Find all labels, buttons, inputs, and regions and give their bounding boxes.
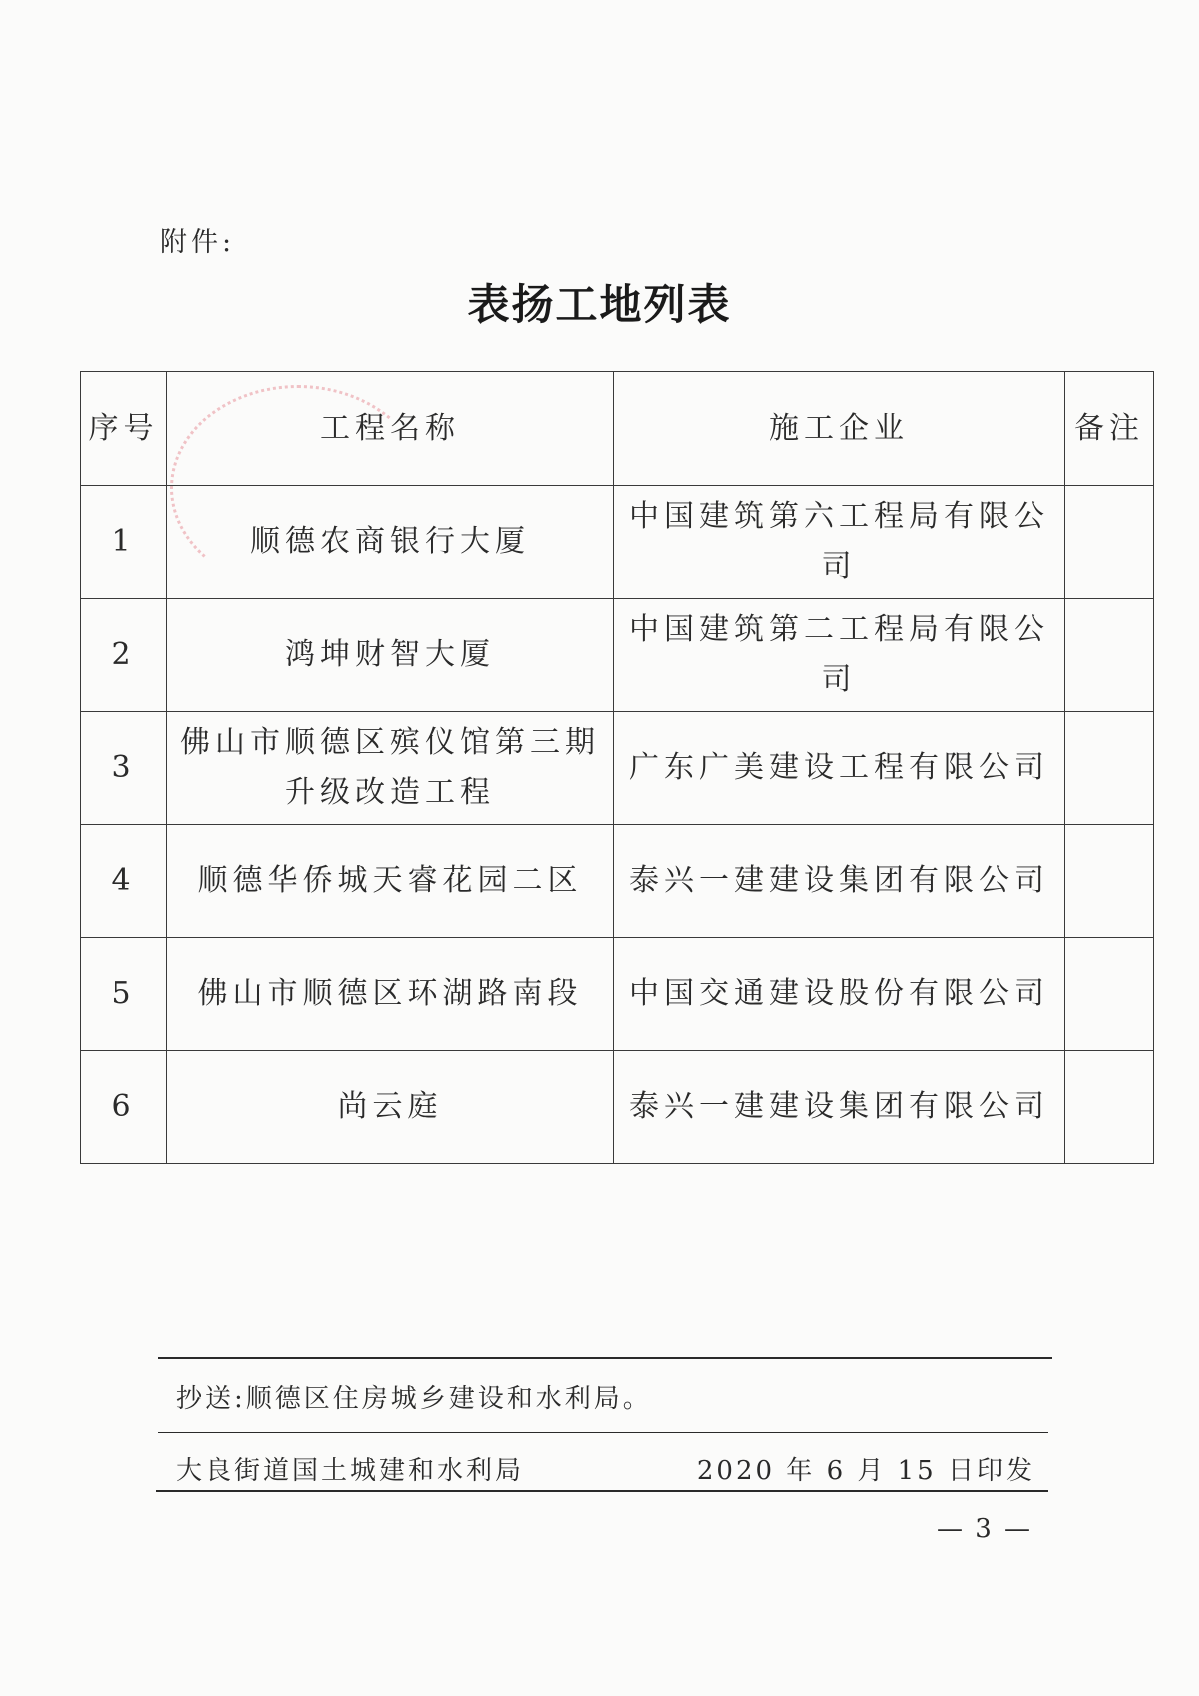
- row-project-name: 佛山市顺德区环湖路南段: [167, 938, 614, 1051]
- row-company: 泰兴一建建设集团有限公司: [614, 1051, 1065, 1164]
- row-note: [1065, 825, 1154, 938]
- row-company: 中国建筑第二工程局有限公司: [614, 599, 1065, 712]
- table-row: [81, 1051, 1154, 1164]
- header-no: 序号: [81, 372, 167, 486]
- row-project-name: 顺德农商银行大厦: [167, 486, 614, 599]
- row-project-name: 尚云庭: [167, 1051, 614, 1164]
- row-note: [1065, 599, 1154, 712]
- table-row: [81, 599, 1154, 712]
- row-project-name: 鸿坤财智大厦: [167, 599, 614, 712]
- header-note: 备注: [1065, 372, 1154, 486]
- table-header-row: [81, 372, 1154, 486]
- row-company: 广东广美建设工程有限公司: [614, 712, 1065, 825]
- table-row: [81, 825, 1154, 938]
- row-company: 泰兴一建建设集团有限公司: [614, 825, 1065, 938]
- table-row: [81, 486, 1154, 599]
- row-no: 2: [81, 599, 167, 712]
- row-no: 3: [81, 712, 167, 825]
- table-row: [81, 712, 1154, 825]
- row-note: [1065, 938, 1154, 1051]
- page-title: 表扬工地列表: [467, 280, 732, 329]
- row-no: 6: [81, 1051, 167, 1164]
- header-company: 施工企业: [614, 372, 1065, 486]
- row-project-name: 顺德华侨城天睿花园二区: [167, 825, 614, 938]
- issuer: 大良街道国土城建和水利局: [176, 1456, 525, 1486]
- row-no: 4: [81, 825, 167, 938]
- cc-line: 抄送:顺德区住房城乡建设和水利局。: [176, 1384, 652, 1414]
- construction-site-table: [80, 371, 1154, 1164]
- row-company: 中国交通建设股份有限公司: [614, 938, 1065, 1051]
- row-company: 中国建筑第六工程局有限公司: [614, 486, 1065, 599]
- row-no: 1: [81, 486, 167, 599]
- attachment-label: 附件:: [160, 227, 236, 258]
- issue-date: 2020 年 6 月 15 日印发: [696, 1456, 1035, 1486]
- row-project-name: 佛山市顺德区殡仪馆第三期升级改造工程: [167, 712, 614, 825]
- footer-top-rule: [158, 1357, 1052, 1359]
- header-project-name: 工程名称: [167, 372, 614, 486]
- footer-bottom-rule: [156, 1490, 1048, 1492]
- page-number: — 3 —: [936, 1514, 1033, 1544]
- row-no: 5: [81, 938, 167, 1051]
- row-note: [1065, 486, 1154, 599]
- footer-middle-rule: [158, 1432, 1048, 1433]
- table-row: [81, 938, 1154, 1051]
- row-note: [1065, 1051, 1154, 1164]
- row-note: [1065, 712, 1154, 825]
